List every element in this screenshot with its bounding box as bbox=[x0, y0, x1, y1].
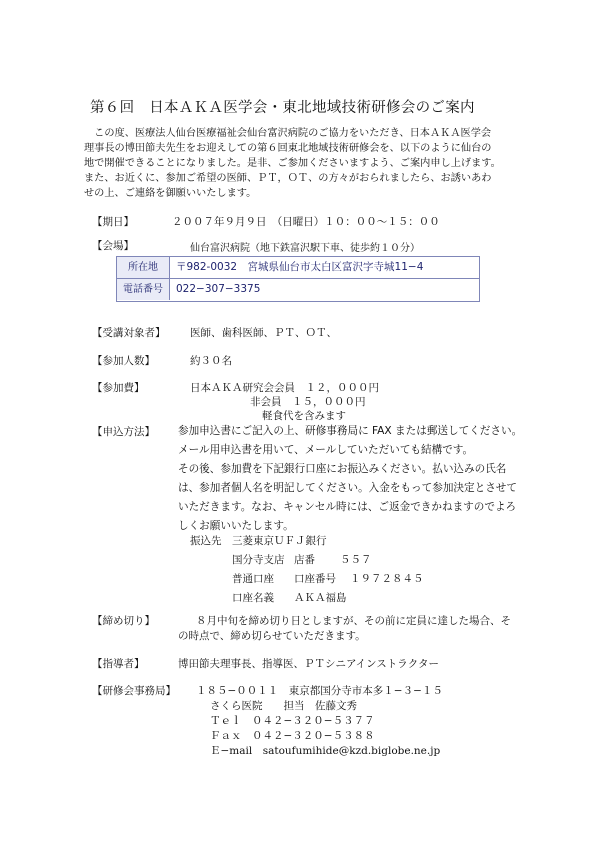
address-value: 〒982-0032 宮城県仙台市太白区富沢字寺城11−4 bbox=[176, 261, 424, 273]
office-email: Ｅ−mail satoufumihide@kzd.biglobe.ne.jp bbox=[210, 745, 441, 757]
account-no-label: 口座番号 bbox=[294, 573, 336, 585]
intro-paragraph bbox=[84, 126, 516, 201]
page-title: 第６回 日本ＡＫＡ医学会・東北地域技術研修会のご案内 bbox=[90, 100, 475, 116]
phone-row bbox=[117, 279, 479, 300]
deadline-line1: ８月中旬を締め切り日としますが、その前に定員に達した場合、そ bbox=[196, 615, 511, 627]
audience-label: 【受講対象者】 bbox=[92, 327, 166, 339]
office-label: 【研修会事務局】 bbox=[92, 685, 176, 697]
account-no: １９７２８４５ bbox=[350, 573, 424, 585]
venue-label: 【会場】 bbox=[92, 240, 134, 252]
office-tel: Ｔｅｌ ０４２−３２０−５３７７ bbox=[210, 715, 375, 727]
office-clinic: さくら医院 担当 佐藤文秀 bbox=[210, 700, 357, 712]
account-name-label: 口座名義 bbox=[232, 592, 274, 604]
date-value: ２００７年９月９日 （日曜日）１０：００〜１５：００ bbox=[172, 216, 440, 228]
instructor-label: 【指導者】 bbox=[92, 658, 145, 670]
fee-member: 日本ＡＫＡ研究会会員 １２，０００円 bbox=[190, 382, 379, 394]
fee-note: 軽食代を含みます bbox=[262, 410, 346, 422]
intro-line: 地で開催できることになりました。是非、ご参加くださいますよう、ご案内申し上げます。 bbox=[84, 158, 501, 169]
date-label: 【期日】 bbox=[92, 216, 134, 228]
venue-info-table bbox=[116, 256, 480, 302]
capacity-value: 約３０名 bbox=[190, 355, 232, 367]
address-label: 所在地 bbox=[117, 257, 170, 278]
intro-line: 理事長の博田節夫先生をお迎えしての第６回東北地域技術研修会を、以下のように仙台の bbox=[84, 143, 492, 154]
office-fax: Ｆａｘ ０４２−３２０−５３８８ bbox=[210, 730, 375, 742]
account-name: ＡＫＡ福島 bbox=[294, 592, 347, 604]
deadline-label: 【締め切り】 bbox=[92, 615, 155, 627]
application-label: 【申込方法】 bbox=[92, 426, 155, 438]
address-row bbox=[117, 257, 479, 279]
bank-branch: 国分寺支店 bbox=[232, 554, 285, 566]
venue-name: 仙台富沢病院（地下鉄富沢駅下車、徒歩約１０分） bbox=[190, 243, 420, 254]
instructor-value: 博田節夫理事長、指導医、ＰＴシニアインストラクター bbox=[178, 658, 440, 670]
audience-value: 医師、歯科医師、ＰＴ、ＯＴ、 bbox=[190, 327, 337, 339]
application-text bbox=[178, 422, 522, 536]
capacity-label: 【参加人数】 bbox=[92, 355, 155, 367]
branch-no: ５５７ bbox=[340, 554, 372, 566]
application-line: メール用申込書を用いて、メールしていただいても結構です。 bbox=[178, 444, 474, 456]
phone-label: 電話番号 bbox=[117, 279, 170, 300]
application-line: 参加申込書にご記入の上、研修事務局に FAX または郵送してください。 bbox=[178, 425, 523, 437]
account-type: 普通口座 bbox=[232, 573, 274, 585]
phone-value: 022−307−3375 bbox=[176, 283, 261, 295]
application-line: いただきます。なお、キャンセル時には、ご返金できかねますのでよろ bbox=[178, 501, 517, 513]
fee-label: 【参加費】 bbox=[92, 382, 145, 394]
office-postal: １８５−００１１ 東京都国分寺市本多１−３−１５ bbox=[196, 685, 443, 697]
application-line: しくお願いいたします。 bbox=[178, 520, 294, 532]
application-line: その後、参加費を下記銀行口座にお振込みください。払い込みの氏名 bbox=[178, 463, 507, 475]
fee-nonmember: 非会員 １５，０００円 bbox=[250, 396, 366, 408]
payee-label: 振込先 bbox=[190, 535, 222, 547]
intro-line: せの上、ご連絡を御願いいたします。 bbox=[84, 188, 257, 199]
application-line: は、参加者個人名を明記してください。入金をもって参加決定とさせて bbox=[178, 482, 517, 494]
branch-no-label: 店番 bbox=[294, 554, 315, 566]
bank-name: 三菱東京ＵＦＪ銀行 bbox=[232, 535, 327, 547]
intro-line: また、お近くに、参加ご希望の医師、ＰＴ，ＯＴ、の方々がおられましたら、お誘いあわ bbox=[84, 173, 492, 184]
deadline-line2: の時点で、締め切らせていただきます。 bbox=[178, 630, 366, 642]
intro-line: この度、医療法人仙台医療福祉会仙台富沢病院のご協力をいただき、日本ＡＫＡ医学会 bbox=[84, 128, 492, 139]
